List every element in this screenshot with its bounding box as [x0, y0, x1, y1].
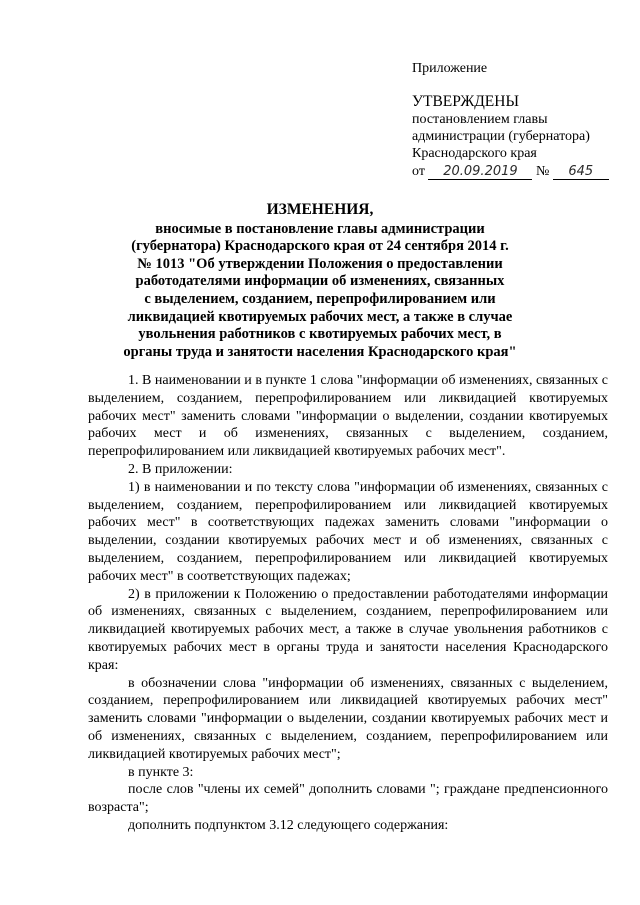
handwritten-number: 645: [553, 164, 609, 180]
number-sign: №: [535, 164, 550, 179]
approval-block: [412, 60, 634, 180]
paragraph: в пункте 3:: [128, 764, 194, 780]
approval-date-row: [412, 163, 634, 180]
heading-line: с выделением, созданием, перепрофилированием или: [144, 290, 496, 307]
paragraph: дополнить подпунктом 3.12 следующего содержания:: [128, 817, 449, 833]
paragraph: 2) в приложении к Положению о предоставлении работодателями информации об изменениях, связанных с выделением, созданием, перепрофилированием или ликвидацией квотируемых рабочих мест, а также в случае увольнения работников с квотируемых рабочих мест в органы труда и занятости населения Краснодарского края:: [88, 586, 608, 673]
appendix-label: Приложение: [412, 61, 488, 76]
heading-title: ИЗМЕНЕНИЯ,: [266, 201, 374, 218]
approval-line-1: постановлением главы: [412, 112, 548, 127]
heading-line: № 1013 "Об утверждении Положения о предоставлении: [137, 255, 503, 272]
heading-line: органы труда и занятости населения Краснодарского края": [123, 343, 517, 360]
heading-line: работодателями информации об изменениях, связанных: [135, 273, 505, 290]
approval-line-3: Краснодарского края: [412, 146, 537, 161]
paragraph: 1) в наименовании и по тексту слова "информации об изменениях, связанных с выделением, созданием, перепрофилированием или ликвидацией квотируемых рабочих мест" в соответствующих падежах заменить словами "информации о выделении, создании квотируемых рабочих мест и об изменениях, связанных с выделением, созданием, перепрофилированием или ликвидацией квотируемых рабочих мест" в соответствующих падежах;: [88, 479, 608, 584]
date-prefix: от: [412, 164, 425, 179]
approved-label: УТВЕРЖДЕНЫ: [412, 93, 519, 110]
heading-line: ликвидацией квотируемых рабочих мест, а также в случае: [127, 308, 513, 325]
paragraph: в обозначении слова "информации об изменениях, связанных с выделением, созданием, перепрофилированием или ликвидацией квотируемых рабочих мест" заменить словами "информации о выделении, создании квотируемых рабочих мест и об изменениях, связанных с выделением, созданием, перепрофилированием или ликвидацией квотируемых рабочих мест";: [88, 675, 608, 762]
paragraph: после слов "члены их семей" дополнить словами "; граждане предпенсионного возраста";: [88, 782, 608, 816]
approval-line-2: администрации (губернатора): [412, 129, 590, 144]
heading-line: увольнения работников с квотируемых рабочих мест, в: [138, 326, 502, 343]
document-heading: [100, 201, 540, 361]
heading-line: (губернатора) Краснодарского края от 24 сентября 2014 г.: [131, 238, 509, 255]
heading-line: вносимые в постановление главы администрации: [155, 220, 485, 237]
handwritten-date: 20.09.2019: [428, 164, 532, 180]
paragraph: 1. В наименовании и в пункте 1 слова "информации об изменениях, связанных с выделением, созданием, перепрофилированием или ликвидацией квотируемых рабочих мест" заменить словами "информации о выделении, создании квотируемых рабочих мест и об изменениях, связанных с выделением, созданием, перепрофилированием или ликвидацией квотируемых рабочих мест".: [88, 373, 608, 460]
document-body: [88, 372, 608, 835]
paragraph: 2. В приложении:: [128, 461, 233, 477]
